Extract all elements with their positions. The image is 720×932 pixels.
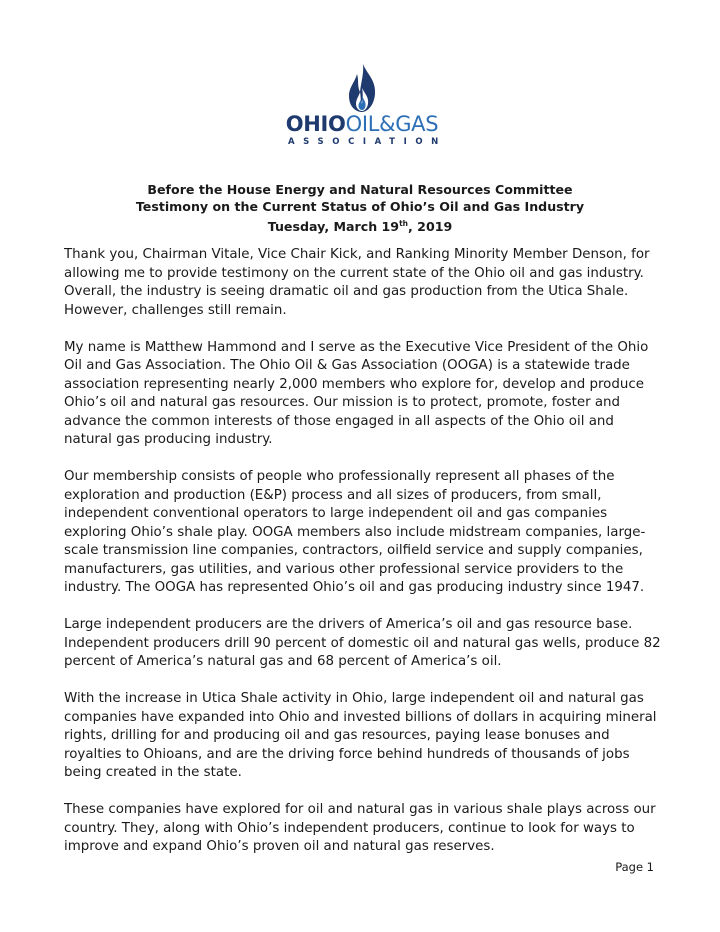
heading-date: [60, 215, 660, 235]
paragraph-membership: Our membership consists of people who professionally represent all phases of the exploration and production (E&P) process and all sizes of producers, from small, independent conventional operators to large independent oil and gas companies exploring Ohio’s shale play. OOGA members also include midstream companies, large-scale transmission line companies, contractors, oilfield service and supply companies, manufacturers, gas utilities, and various other professional service providers to the industry. The OOGA has represented Ohio’s oil and gas producing industry since 1947.: [64, 469, 646, 596]
heading-title: Testimony on the Current Status of Ohio’s Oil and Gas Industry: [135, 199, 585, 214]
logo-subtitle: ASSOCIATION: [288, 137, 447, 147]
logo-wordmark: [282, 112, 442, 136]
heading-date-prefix: Tuesday, March 19: [267, 219, 400, 235]
paragraph-independent-producers: Large independent producers are the drivers of America’s oil and gas resource base. Independent producers drill 90 percent of domestic oil and natural gas wells, produce 82 percent of America’s natural gas and 68 percent of America’s oil.: [64, 617, 661, 670]
logo-wordmark-ohio: OHIO: [285, 112, 346, 136]
heading-date-ordinal: th: [399, 219, 409, 228]
paragraph-utica-shale: With the increase in Utica Shale activity in Ohio, large independent oil and natural gas companies have expanded into Ohio and invested billions of dollars in acquiring mineral rights, drilling for and producing oil and gas resources, paying lease bonuses and royalties to Ohioans, and are the driving force behind hundreds of thousands of jobs being created in the state.: [64, 691, 657, 781]
flame-icon: [345, 62, 379, 114]
page-number: Page 1: [615, 860, 654, 874]
logo-wordmark-oil-gas: OIL&GAS: [345, 112, 439, 136]
paragraph-introduction: Thank you, Chairman Vitale, Vice Chair Kick, and Ranking Minority Member Denson, for allowing me to provide testimony on the current state of the Ohio oil and gas industry. Overall, the industry is seeing dramatic oil and gas production from the Utica Shale. However, challenges still remain.: [64, 247, 650, 318]
testimony-heading: [60, 181, 660, 235]
heading-committee: Before the House Energy and Natural Resources Committee: [147, 182, 573, 197]
heading-date-suffix: , 2019: [408, 219, 453, 235]
association-logo: [282, 62, 447, 148]
paragraph-shale-plays: These companies have explored for oil and natural gas in various shale plays across our country. They, along with Ohio’s independent producers, continue to look for ways to improve and expand Ohio’s proven oil and natural gas reserves.: [64, 802, 656, 855]
paragraph-about-speaker: My name is Matthew Hammond and I serve as the Executive Vice President of the Ohio Oil and Gas Association. The Ohio Oil & Gas Association (OOGA) is a statewide trade association representing nearly 2,000 members who explore for, develop and produce Ohio’s oil and natural gas resources. Our mission is to protect, promote, foster and advance the common interests of those engaged in all aspects of the Ohio oil and natural gas producing industry.: [64, 339, 649, 448]
testimony-body: [64, 246, 664, 876]
